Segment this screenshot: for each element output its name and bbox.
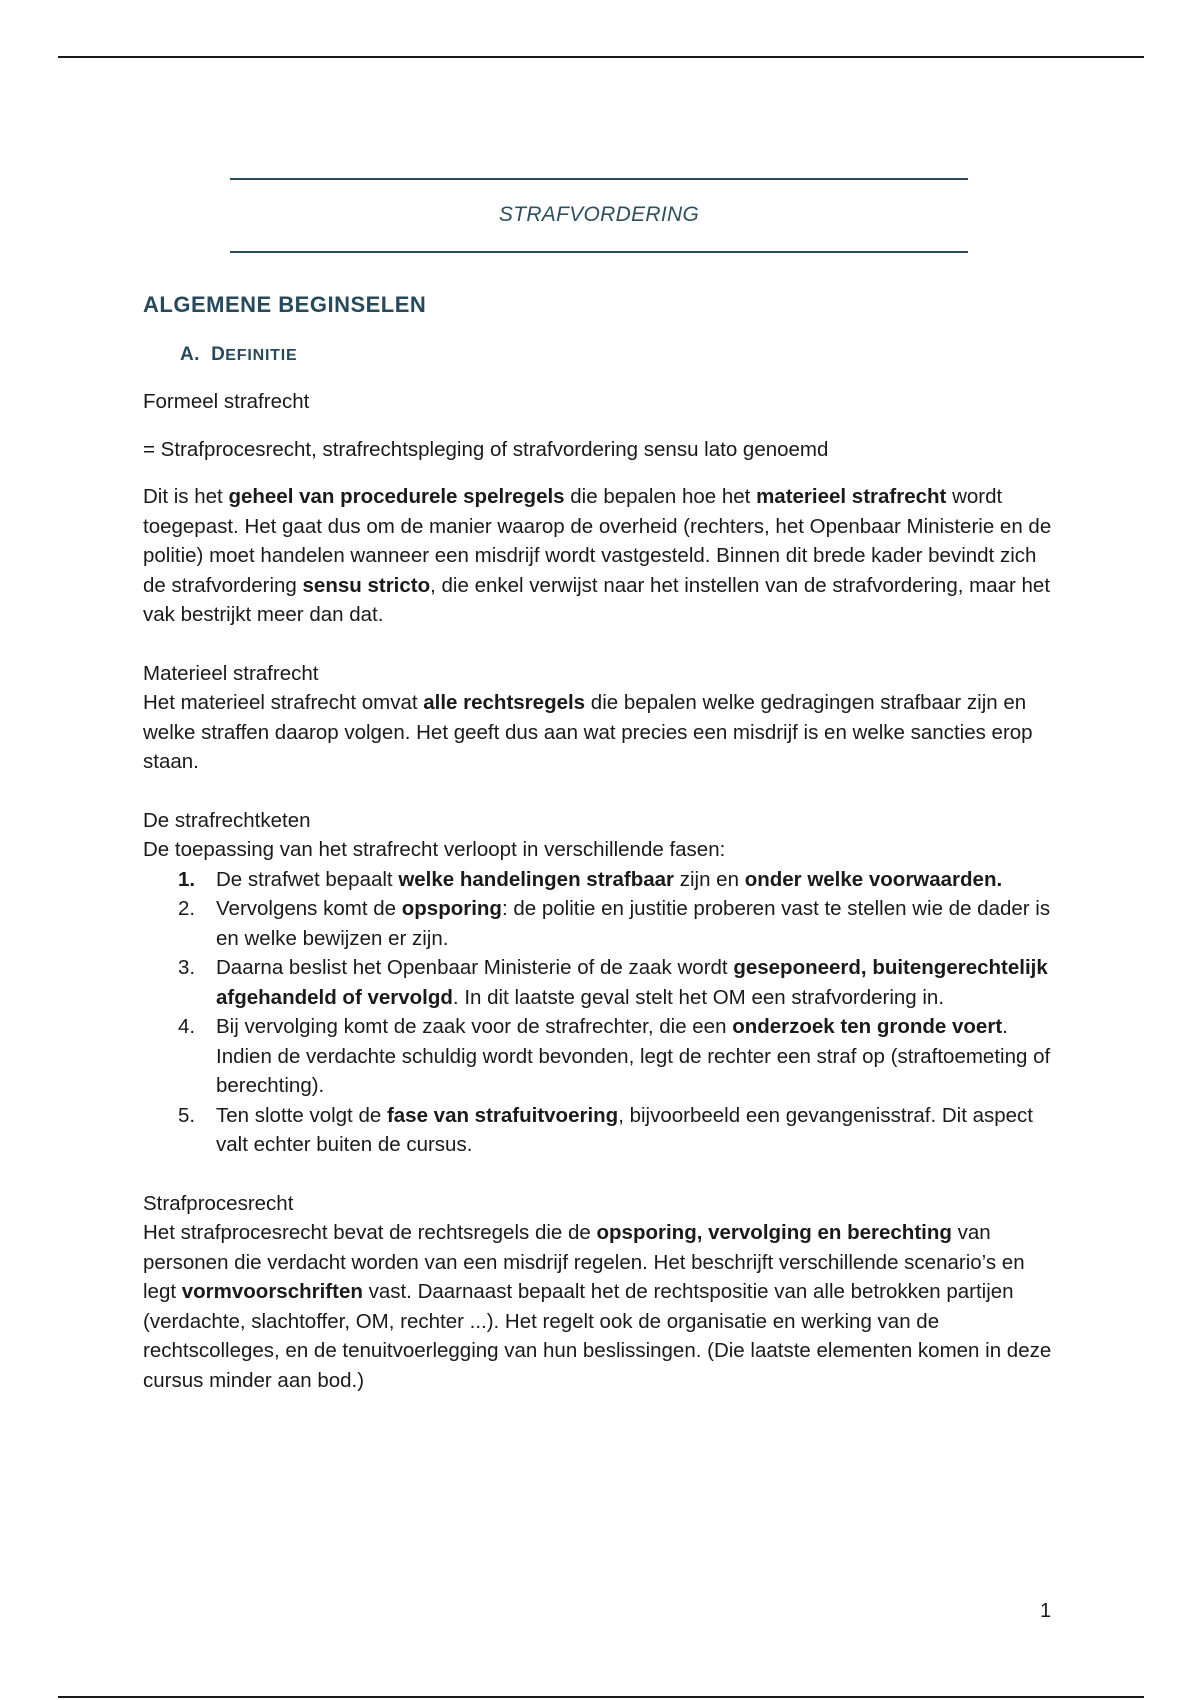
- bold-run: vormvoorschriften: [181, 1280, 363, 1303]
- text-run: , bijvoorbeeld een gevangenisstraf. Dit aspect valt echter buiten de cursus.: [216, 1103, 1034, 1156]
- bold-run: onder welke voorwaarden.: [744, 867, 1003, 891]
- section-heading: ALGEMENE BEGINSELEN: [143, 292, 427, 317]
- list-number: 2.: [178, 897, 196, 920]
- document-title: STRAFVORDERING: [498, 203, 700, 226]
- text-run: zijn en: [674, 867, 745, 891]
- bold-run: opsporing: [401, 897, 502, 920]
- subsection-marker: A.: [180, 343, 200, 365]
- list-item: [143, 1012, 1063, 1101]
- formeel-paragraph: [143, 482, 1063, 630]
- procesrecht-paragraph: [143, 1218, 1063, 1395]
- text-run: van personen die verdacht worden van een misdrijf regelen. Het beschrijft verschillende scenario’s en legt: [143, 1221, 1025, 1303]
- text-run: vast. Daarnaast bepaalt het de rechtspositie van alle betrokken partijen (verdachte, slachtoffer, OM, rechter ...). Het regelt ook de organisatie en werking van de rechtscolleges, en de tenuitvoerlegging van hun beslissingen. (Die laatste elementen komen in deze cursus minder aan bod.): [143, 1280, 1052, 1392]
- header-rule: [58, 56, 1144, 58]
- text-run: Ten slotte volgt de: [216, 1103, 387, 1127]
- text-run: Dit is het: [143, 485, 229, 508]
- list-item: [143, 865, 1063, 895]
- materieel-label: Materieel strafrecht: [143, 661, 319, 685]
- text-run: wordt toegepast. Het gaat dus om de manier waarop de overheid (rechters, het Openbaar Ministerie en de politie) moet handelen wanneer een misdrijf wordt vastgesteld. Binnen dit brede kader bevindt zich de strafvordering: [143, 485, 1052, 597]
- text-run: Het strafprocesrecht bevat de rechtsregels die de: [143, 1221, 597, 1244]
- bold-run: opsporing, vervolging en berechting: [596, 1221, 952, 1244]
- title-block: [230, 178, 968, 253]
- text-run: De strafwet bepaalt: [216, 867, 399, 891]
- text-run: , die enkel verwijst naar het instellen van de strafvordering, maar het vak bestrijkt meer dan dat.: [143, 573, 1051, 626]
- title-rule-bottom: [230, 251, 968, 253]
- text-run: : de politie en justitie proberen vast te stellen wie de dader is en welke bewijzen er zijn.: [216, 897, 1051, 950]
- list-item: [143, 953, 1063, 1012]
- bold-run: sensu stricto: [302, 573, 431, 597]
- subsection-initial: D: [211, 343, 226, 365]
- text-run: die bepalen welke gedragingen strafbaar zijn en welke straffen daarop volgen. Het geeft dus aan wat precies een misdrijf is en welke sancties erop staan.: [143, 691, 1033, 773]
- list-number: 4.: [178, 1015, 196, 1038]
- list-item: [143, 1101, 1063, 1160]
- page-number: 1: [1040, 1600, 1052, 1622]
- keten-intro: De toepassing van het strafrecht verloopt in verschillende fasen:: [143, 838, 726, 861]
- text-run: Daarna beslist het Openbaar Ministerie of de zaak wordt: [216, 956, 734, 979]
- text-run: die bepalen hoe het: [564, 485, 757, 508]
- text-run: Het materieel strafrecht omvat: [143, 691, 424, 714]
- text-run: . In dit laatste geval stelt het OM een strafvordering in.: [452, 985, 945, 1009]
- materieel-paragraph: [143, 688, 1063, 777]
- bold-run: geheel van procedurele spelregels: [228, 485, 565, 508]
- footer-rule: [58, 1696, 1144, 1698]
- bold-run: welke handelingen strafbaar: [398, 867, 675, 891]
- subsection-heading: [180, 340, 1063, 371]
- bold-run: fase van strafuitvoering: [386, 1103, 619, 1127]
- procesrecht-label: Strafprocesrecht: [143, 1191, 294, 1215]
- bold-run: geseponeerd, buitengerechtelijk afgehandeld of vervolgd: [216, 956, 1048, 1009]
- phases-list: [143, 865, 1063, 1160]
- list-item: [143, 894, 1063, 953]
- list-number: 1.: [178, 867, 196, 891]
- list-number: 5.: [178, 1103, 196, 1127]
- formeel-label: Formeel strafrecht: [143, 390, 310, 413]
- subsection-rest: EFINITIE: [225, 346, 298, 364]
- text-run: Bij vervolging komt de zaak voor de strafrechter, die een: [216, 1015, 733, 1038]
- formeel-definition: = Strafprocesrecht, strafrechtspleging of strafvordering sensu lato genoemd: [143, 437, 829, 461]
- bold-run: materieel strafrecht: [756, 485, 947, 508]
- page-content: [143, 290, 1063, 1395]
- keten-label: De strafrechtketen: [143, 808, 311, 832]
- text-run: Vervolgens komt de: [216, 897, 402, 920]
- list-number: 3.: [178, 956, 196, 979]
- bold-run: alle rechtsregels: [423, 691, 586, 714]
- text-run: . Indien de verdachte schuldig wordt bevonden, legt de rechter een straf op (straftoemeting of berechting).: [216, 1015, 1051, 1097]
- bold-run: onderzoek ten gronde voert: [732, 1015, 1003, 1038]
